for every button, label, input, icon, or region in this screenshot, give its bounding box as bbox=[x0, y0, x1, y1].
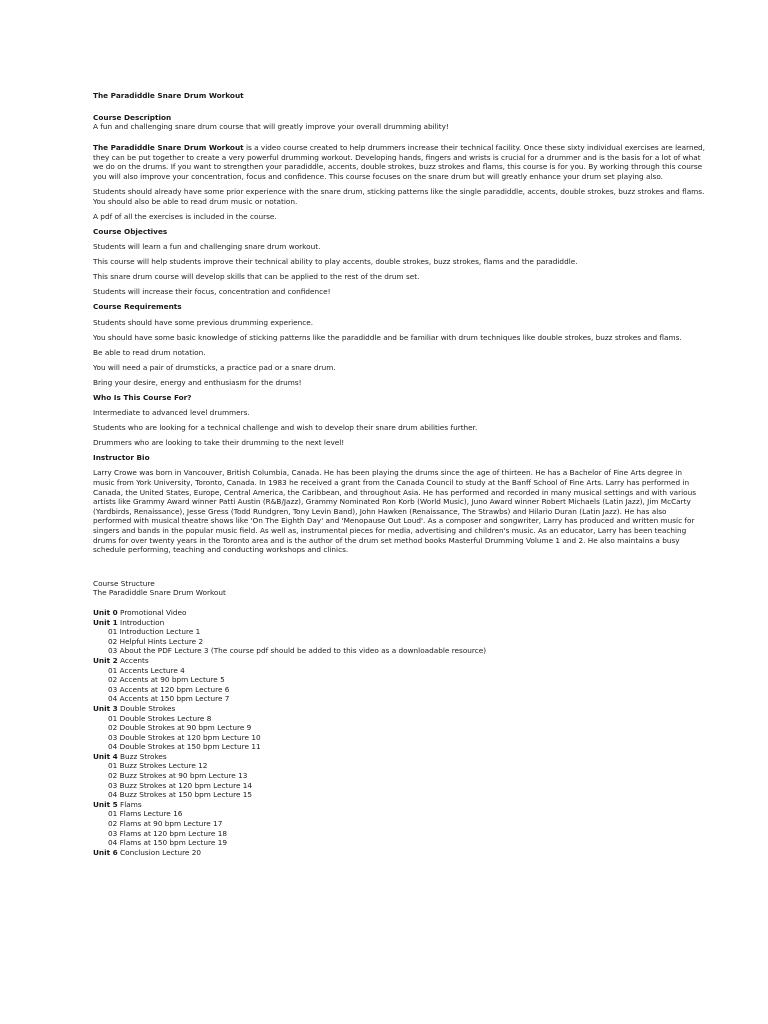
requirement-item: You will need a pair of drumsticks, a practice pad or a snare drum. bbox=[93, 362, 336, 372]
lecture-item: 02 Helpful Hints Lecture 2 bbox=[108, 636, 204, 646]
audience-item: Intermediate to advanced level drummers. bbox=[93, 408, 250, 418]
lecture-item: 03 Accents at 120 bpm Lecture 6 bbox=[108, 684, 230, 694]
course-structure-subtitle: The Paradiddle Snare Drum Workout bbox=[93, 588, 226, 598]
course-requirements-heading: Course Requirements bbox=[93, 302, 182, 312]
document-content bbox=[93, 91, 705, 857]
objective-item: This course will help students improve their technical ability to play accents, double strokes, buzz strokes, flams and the paradiddle. bbox=[93, 257, 578, 267]
unit-title: Buzz Strokes bbox=[117, 751, 167, 761]
unit-number: Unit 5 bbox=[93, 799, 118, 809]
unit-row bbox=[93, 800, 705, 810]
unit-number: Unit 3 bbox=[93, 703, 118, 713]
unit-title: Flams bbox=[117, 799, 142, 809]
unit-title: Introduction bbox=[117, 617, 165, 627]
objective-item: Students will learn a fun and challenging snare drum workout. bbox=[93, 242, 321, 252]
lecture-item: 04 Buzz Strokes at 150 bpm Lecture 15 bbox=[108, 790, 253, 800]
course-name-inline: The Paradiddle Snare Drum Workout bbox=[93, 143, 244, 153]
lecture-item: 01 Accents Lecture 4 bbox=[108, 665, 185, 675]
unit-row bbox=[93, 618, 705, 628]
unit-row bbox=[93, 752, 705, 762]
unit-number: Unit 4 bbox=[93, 751, 118, 761]
lecture-item: 04 Flams at 150 bpm Lecture 19 bbox=[108, 838, 227, 848]
lecture-item: 03 About the PDF Lecture 3 (The course pdf should be added to this video as a downloadable resource) bbox=[108, 646, 487, 656]
lecture-item: 02 Accents at 90 bpm Lecture 5 bbox=[108, 675, 225, 685]
unit-row bbox=[93, 704, 705, 714]
lecture-item: 01 Double Strokes Lecture 8 bbox=[108, 713, 212, 723]
course-description-pdf-note: A pdf of all the exercises is included in the course. bbox=[93, 211, 277, 221]
lecture-item: 04 Accents at 150 bpm Lecture 7 bbox=[108, 694, 230, 704]
unit-row bbox=[93, 656, 705, 666]
course-description-tagline: A fun and challenging snare drum course that will greatly improve your overall drumming ability! bbox=[93, 122, 449, 132]
unit-number: Unit 2 bbox=[93, 655, 118, 665]
lecture-item: 01 Introduction Lecture 1 bbox=[108, 627, 201, 637]
lecture-item: 03 Double Strokes at 120 bpm Lecture 10 bbox=[108, 732, 261, 742]
course-objectives-heading: Course Objectives bbox=[93, 226, 168, 236]
unit-row bbox=[93, 608, 705, 618]
document-title: The Paradiddle Snare Drum Workout bbox=[93, 91, 244, 100]
lecture-item: 02 Flams at 90 bpm Lecture 17 bbox=[108, 819, 223, 829]
audience-item: Drummers who are looking to take their drumming to the next level! bbox=[93, 438, 345, 448]
audience-item: Students who are looking for a technical challenge and wish to develop their snare drum abilities further. bbox=[93, 423, 478, 433]
requirement-item: Bring your desire, energy and enthusiasm for the drums! bbox=[93, 377, 302, 387]
course-description-prereq: Students should already have some prior experience with the snare drum, sticking patterns like the single paradiddle, accents, double strokes, buzz strokes and flams. You should also be able to read drum music or notation. bbox=[93, 187, 705, 206]
lecture-item: 04 Double Strokes at 150 bpm Lecture 11 bbox=[108, 742, 261, 752]
unit-number: Unit 6 bbox=[93, 847, 118, 857]
objective-item: This snare drum course will develop skills that can be applied to the rest of the drum set. bbox=[93, 272, 420, 282]
requirement-item: You should have some basic knowledge of sticking patterns like the paradiddle and be familiar with drum techniques like double strokes, buzz strokes and flams. bbox=[93, 332, 682, 342]
lecture-item: 03 Flams at 120 bpm Lecture 18 bbox=[108, 828, 227, 838]
audience-heading: Who Is This Course For? bbox=[93, 392, 192, 402]
course-description-body: is a video course created to help drummers increase their technical facility. Once these sixty individual exercises are learned, they can be put together to create a very powerful drumming workout. Developing hands, fingers and wrists is crucial for a drummer and is the basis for a lot of what we do on the drums. If you want to strengthen your paradiddle, accents, double strokes, buzz strokes and flams, this course is for you. By working through this course you will also improve your concentration, focus and confidence. This course focuses on the snare drum but will greatly enhance your drum set playing also. bbox=[93, 143, 706, 182]
requirement-item: Be able to read drum notation. bbox=[93, 347, 206, 357]
unit-title: Accents bbox=[117, 655, 149, 665]
unit-row bbox=[93, 848, 705, 858]
lecture-item: 03 Buzz Strokes at 120 bpm Lecture 14 bbox=[108, 780, 253, 790]
course-structure-list bbox=[93, 608, 705, 857]
course-description-paragraph bbox=[93, 143, 705, 181]
unit-title: Conclusion Lecture 20 bbox=[117, 847, 201, 857]
objective-item: Students will increase their focus, concentration and confidence! bbox=[93, 287, 331, 297]
unit-title: Double Strokes bbox=[117, 703, 176, 713]
course-structure-heading: Course Structure bbox=[93, 578, 155, 588]
lecture-item: 02 Buzz Strokes at 90 bpm Lecture 13 bbox=[108, 771, 248, 781]
unit-title: Promotional Video bbox=[117, 607, 187, 617]
unit-number: Unit 0 bbox=[93, 607, 118, 617]
lecture-item: 02 Double Strokes at 90 bpm Lecture 9 bbox=[108, 723, 252, 733]
requirement-item: Students should have some previous drumming experience. bbox=[93, 317, 314, 327]
course-description-heading: Course Description bbox=[93, 112, 172, 122]
unit-number: Unit 1 bbox=[93, 617, 118, 627]
lecture-item: 01 Buzz Strokes Lecture 12 bbox=[108, 761, 208, 771]
instructor-bio-text: Larry Crowe was born in Vancouver, British Columbia, Canada. He has been playing the drums since the age of thirteen. He has a Bachelor of Fine Arts degree in music from York University, Toronto, Canada. In 1983 he received a grant from the Canada Council to study at the Banff School of Fine Arts. Larry has performed in Canada, the United States, Europe, Central America, the Caribbean, and throughout Asia. He has performed and recorded in many musical settings and with various artists like Grammy Award winner Patti Austin (R&B/Jazz), Grammy Nominated Ron Korb (World Music), Juno Award winner Robert Michaels (Latin Jazz), Jim McCarty (Yardbirds, Renaissance), Jesse Gress (Todd Rundgren, Tony Levin Band), John Hawken (Renaissance, The Strawbs) and Hilario Duran (Latin Jazz). He has also performed with musical theatre shows like 'On The Eighth Day' and 'Menopause Out Loud'. As a composer and songwriter, Larry has produced and written music for singers and bands in the popular music field. As well as, instrumental pieces for media, advertising and children's music. As an educator, Larry has been teaching drums for over twenty years in the Toronto area and is the author of the drum set method books Masterful Drumming Volume 1 and 2. He also maintains a busy schedule performing, teaching and conducting workshops and clinics. bbox=[93, 468, 697, 555]
instructor-bio-heading: Instructor Bio bbox=[93, 453, 150, 463]
lecture-item: 01 Flams Lecture 16 bbox=[108, 809, 183, 819]
